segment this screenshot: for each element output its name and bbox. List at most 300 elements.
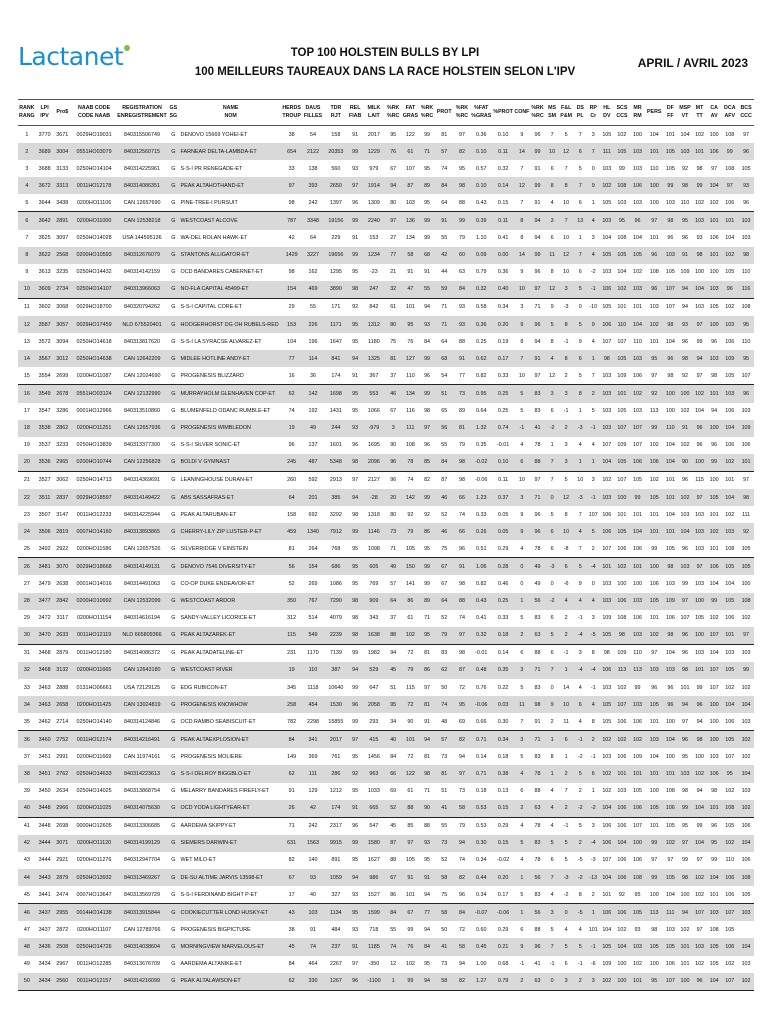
table-cell: 38 [288, 926, 295, 933]
table-cell: 94 [352, 494, 359, 501]
table-cell: 99 [352, 252, 359, 259]
table-cell: 51 [390, 684, 397, 691]
table-cell: G [167, 281, 180, 299]
table-cell: 103 [680, 511, 690, 518]
table-cell: 99 [424, 563, 431, 570]
table-cell: 91 [352, 131, 359, 138]
table-cell: 94 [424, 926, 431, 933]
column-header-line-2: TT [696, 112, 703, 119]
table-cell: 842 [369, 304, 379, 311]
table-cell: 0.15 [492, 800, 514, 818]
table-cell: G [171, 667, 176, 674]
table-cell: 4 [514, 540, 530, 558]
table-cell: 56 [441, 425, 448, 432]
table-cell: 0.18 [492, 627, 514, 645]
table-cell: 2634 [56, 788, 69, 795]
table-row [18, 523, 754, 540]
table-cell: 56 [288, 563, 295, 570]
table-cell: 5 [591, 408, 595, 415]
table-cell: 3547 [38, 408, 51, 415]
table-cell: -4 [590, 667, 596, 674]
table-cell: 840313966063 [117, 281, 167, 299]
table-cell: 1530 [329, 701, 342, 708]
table-cell: 226 [308, 321, 318, 328]
table-cell: 79 [458, 235, 465, 242]
table-cell: G [171, 235, 176, 242]
table-cell: 44 [441, 269, 448, 276]
table-cell: 269 [308, 580, 318, 587]
table-cell: 103 [602, 684, 612, 691]
table-cell: 1 [25, 131, 29, 138]
table-cell: 0.64 [475, 408, 487, 415]
table-cell: 42 [288, 235, 295, 242]
table-cell: 105 [617, 252, 627, 259]
table-cell: CAN 12657526 [117, 540, 167, 558]
table-cell: 0.29 [492, 540, 514, 558]
table-cell: 158 [287, 511, 297, 518]
table-cell: 100 [665, 390, 675, 397]
table-cell: 102 [725, 788, 735, 795]
table-cell: 0250HO14618 [76, 338, 112, 345]
table-cell: 840314149131 [124, 563, 161, 570]
table-cell: 1599 [367, 909, 380, 916]
table-cell: 3554 [36, 367, 54, 385]
table-cell: 55 [390, 926, 397, 933]
table-cell: 100 [678, 886, 693, 904]
table-cell: 3062 [56, 477, 69, 484]
column-header-line-1: DS [576, 105, 584, 111]
table-cell: 3492 [36, 540, 54, 558]
table-cell: 97 [696, 321, 703, 328]
table-cell: G [171, 874, 176, 881]
table-cell: 0200HO11087 [71, 367, 117, 385]
table-cell: 88 [530, 454, 546, 472]
table-cell: 6 [550, 235, 554, 242]
table-cell: 98 [458, 182, 465, 189]
table-cell: -4 [573, 627, 587, 645]
table-cell: 84 [288, 736, 295, 743]
table-cell: 0.41 [497, 235, 509, 242]
table-cell: 96 [678, 627, 693, 645]
table-cell: 98 [603, 355, 610, 362]
table-cell: STANTONS ALLIGATOR-ET [180, 252, 250, 259]
table-cell: 1456 [367, 753, 380, 760]
table-cell: 7 [514, 194, 530, 212]
table-row [18, 973, 754, 991]
table-cell: 105 [741, 165, 751, 172]
table-cell: 3507 [38, 511, 51, 518]
table-cell: 98 [352, 615, 359, 622]
table-cell: 840314223613 [124, 771, 161, 778]
table-cell: G [167, 540, 180, 558]
table-cell: 10640 [328, 684, 344, 691]
table-cell: 55 [441, 442, 448, 449]
table-cell: 106 [633, 182, 643, 189]
table-cell: 0.15 [497, 840, 509, 847]
table-cell: 114 [308, 355, 318, 362]
table-cell: 102 [741, 615, 751, 622]
table-cell: 0 [550, 684, 554, 691]
table-cell: 98 [707, 367, 722, 385]
table-cell: 97 [530, 281, 546, 299]
table-cell: 840314199129 [124, 840, 161, 847]
table-cell: 80 [385, 194, 402, 212]
table-cell: 0.66 [470, 713, 492, 731]
table-cell: 74 [390, 943, 397, 950]
table-cell: 81 [458, 425, 465, 432]
table-cell: 5 [564, 857, 568, 864]
table-cell: 102 [725, 252, 735, 259]
table-cell: 0250HO14025 [76, 788, 112, 795]
table-cell: 0011HO12174 [76, 736, 112, 743]
table-cell: 106 [614, 713, 630, 731]
table-cell: MURRAYHOLM GLENHAVEN COP-ET [180, 390, 276, 397]
table-cell: 62 [288, 390, 295, 397]
table-cell: G [167, 367, 180, 385]
table-cell: G [171, 615, 176, 622]
table-cell: 67 [441, 563, 448, 570]
table-cell: 109 [617, 442, 627, 449]
table-cell: 0011HO12157 [71, 973, 117, 991]
table-cell: 245 [282, 454, 302, 472]
table-cell: 102 [617, 736, 627, 743]
table-cell: 3 [591, 235, 595, 242]
table-cell: 34 [23, 701, 30, 708]
table-cell: S-S-I DELROY BIGGBLO-ET [180, 771, 251, 778]
table-cell: 46 [441, 528, 448, 535]
table-cell: 78 [534, 771, 541, 778]
table-cell: 94 [534, 218, 541, 225]
table-cell: 96 [738, 194, 754, 212]
table-cell: CAN 12789766 [123, 926, 161, 933]
table-cell: 6 [573, 194, 587, 212]
table-cell: 105 [633, 252, 643, 259]
logo-text: Lactanet [18, 42, 124, 71]
table-cell: 110 [617, 321, 627, 328]
table-cell: 103 [630, 627, 646, 645]
table-row [18, 471, 754, 489]
table-cell: 91 [530, 194, 546, 212]
table-cell: 109 [725, 355, 735, 362]
table-cell: 95 [390, 701, 397, 708]
table-cell: 963 [369, 771, 379, 778]
table-cell: 787 [287, 218, 297, 225]
table-cell: 63 [530, 973, 546, 991]
column-header-line-2: %RC [420, 112, 434, 119]
table-cell: -1 [519, 425, 525, 432]
table-cell: -8 [559, 540, 574, 558]
table-cell: 4 [545, 886, 559, 904]
table-cell: 100 [614, 973, 630, 991]
table-cell: 96 [681, 235, 688, 242]
table-cell: S-S-I PR RENEGADE-ET [180, 165, 243, 172]
column-header-line-2: LAIT [368, 112, 380, 119]
table-cell: 2 [514, 800, 530, 818]
column-header-line-2: CODE NAAB [78, 112, 111, 119]
table-cell: 99 [651, 840, 658, 847]
table-cell: 96 [696, 425, 703, 432]
table-cell: 1033 [367, 788, 380, 795]
table-cell: 718 [369, 926, 379, 933]
table-cell: 605 [369, 563, 379, 570]
table-cell: 102 [633, 736, 643, 743]
table-cell: 102 [602, 182, 612, 189]
table-cell: 84 [458, 909, 465, 916]
table-cell: 101 [617, 771, 627, 778]
table-cell: 87 [441, 477, 448, 484]
table-cell: 767 [308, 598, 318, 605]
table-cell: 93 [681, 321, 688, 328]
table-cell: 1638 [363, 627, 385, 645]
table-cell: 0.25 [497, 408, 509, 415]
table-cell: 99 [424, 218, 431, 225]
table-cell: 103 [709, 355, 719, 362]
table-cell: 72 [458, 926, 465, 933]
table-cell: 97 [651, 650, 658, 657]
table-cell: 101 [707, 540, 722, 558]
table-cell: 5 [564, 943, 568, 950]
table-cell: COOKIECUTTER LOND HUSKY-ET [180, 909, 269, 916]
table-cell: 41 [534, 961, 541, 968]
table-cell: 1340 [306, 528, 319, 535]
table-cell: 3437 [38, 909, 51, 916]
table-cell: 16 [282, 367, 302, 385]
table-cell: 0.00 [497, 252, 509, 259]
table-cell: 55 [441, 235, 448, 242]
table-cell: 2 [559, 367, 574, 385]
table-cell: 105 [617, 355, 627, 362]
table-cell: 105 [709, 961, 719, 968]
table-cell: 102 [695, 131, 705, 138]
table-cell: 72 [407, 701, 414, 708]
table-row [18, 662, 754, 679]
table-cell: 106 [630, 367, 646, 385]
table-cell: 64 [441, 338, 448, 345]
table-cell: 95 [424, 165, 431, 172]
table-cell: 840314225961 [124, 165, 161, 172]
table-cell: 102 [645, 627, 663, 645]
table-cell: 840320794262 [124, 304, 161, 311]
table-cell: 83 [534, 615, 541, 622]
table-cell: USA 72129125 [123, 684, 161, 691]
table-cell: WESTCOAST ARDOR [180, 598, 236, 605]
table-cell: 96 [681, 477, 688, 484]
table-cell: 3286 [56, 408, 69, 415]
table-cell: 0.41 [475, 615, 487, 622]
table-cell: 107 [633, 425, 643, 432]
table-row [18, 886, 754, 904]
table-cell: -1 [590, 425, 596, 432]
table-cell: 100 [617, 580, 627, 587]
table-cell: 102 [617, 684, 627, 691]
table-cell: CAN 12256828 [117, 454, 167, 472]
table-cell: 96 [692, 973, 707, 991]
table-cell: 98 [347, 454, 363, 472]
table-cell: 196 [308, 338, 318, 345]
table-cell: 3292 [329, 511, 342, 518]
table-cell: 45 [390, 667, 397, 674]
table-cell: 6 [578, 701, 582, 708]
table-cell: CAN 12657936 [123, 425, 161, 432]
table-cell: 0200HO11025 [71, 800, 117, 818]
table-cell: 0250HO14107 [71, 281, 117, 299]
table-row [18, 160, 754, 177]
table-cell: 3549 [38, 390, 51, 397]
table-cell: 52 [385, 800, 402, 818]
table-cell: 99 [696, 338, 703, 345]
table-cell: 840314216491 [124, 736, 161, 743]
table-cell: 66 [458, 494, 465, 501]
table-row [18, 540, 754, 558]
table-cell: 91 [407, 874, 414, 881]
table-cell: 3451 [38, 753, 51, 760]
table-cell: 109 [665, 598, 675, 605]
table-cell: 103 [649, 304, 659, 311]
table-cell: -28 [370, 494, 378, 501]
table-cell: 97 [288, 182, 295, 189]
table-cell: OCD YODA LIGHTYEAR-ET [180, 800, 282, 818]
table-cell: 0.34 [475, 857, 487, 864]
table-cell: 4 [564, 598, 568, 605]
table-cell: 6 [564, 563, 568, 570]
table-cell: -1 [519, 961, 525, 968]
column-header-line-1: PROT [436, 108, 452, 115]
table-cell: 7 [578, 252, 582, 259]
table-cell: 110 [633, 650, 642, 657]
table-cell: 7 [591, 148, 595, 155]
table-cell: 0.22 [497, 684, 509, 691]
table-cell: 2568 [56, 252, 69, 259]
table-cell: 1229 [367, 148, 380, 155]
table-cell: 105 [725, 736, 735, 743]
table-cell: 100 [695, 598, 705, 605]
table-cell: 142 [308, 390, 318, 397]
table-cell: 6 [520, 650, 524, 657]
table-cell: 101 [725, 477, 735, 484]
table-cell: 7 [578, 511, 582, 518]
table-cell: 840313893865 [124, 528, 161, 535]
table-cell: 7139 [329, 650, 342, 657]
table-cell: 104 [287, 338, 297, 345]
table-cell: 98 [424, 771, 431, 778]
table-cell: 91 [352, 943, 359, 950]
table-cell: 95 [352, 408, 359, 415]
table-cell: 90 [678, 454, 693, 472]
table-cell: 24 [23, 528, 30, 535]
table-cell: 840314491063 [124, 580, 161, 587]
table-cell: 103 [665, 580, 675, 587]
table-cell: 5 [564, 131, 568, 138]
table-row [18, 506, 754, 523]
table-cell: 3622 [38, 252, 51, 259]
table-cell: 0.45 [475, 943, 487, 950]
table-cell: 74 [441, 701, 448, 708]
table-cell: 105 [721, 367, 738, 385]
table-cell: 1580 [367, 840, 380, 847]
table-cell: 104 [602, 926, 612, 933]
table-cell: 41 [534, 425, 541, 432]
table-row [18, 126, 754, 144]
table-cell: 0.14 [497, 182, 509, 189]
table-cell: 106 [602, 667, 612, 674]
table-cell: 95 [352, 269, 359, 276]
table-cell: 4 [578, 926, 582, 933]
table-cell: 8 [564, 321, 568, 328]
table-cell: 45 [390, 823, 397, 830]
table-cell: 6 [550, 408, 554, 415]
table-cell: 102 [617, 926, 627, 933]
column-header-line-1: RP [589, 105, 597, 111]
table-cell: 97 [667, 857, 674, 864]
table-cell: 49 [534, 563, 541, 570]
table-cell: 97 [651, 218, 658, 225]
table-cell: PROGENESIS BIGPICTURE [180, 926, 251, 933]
table-cell: 102 [725, 840, 735, 847]
table-cell: 841 [331, 355, 341, 362]
table-cell: 553 [369, 390, 379, 397]
table-cell: 105 [402, 540, 420, 558]
table-cell: 58 [407, 252, 414, 259]
column-header-line-1: %PROT [493, 108, 513, 115]
table-cell: 0.10 [475, 148, 487, 155]
table-cell: 68 [424, 252, 431, 259]
table-cell: 101 [738, 454, 754, 472]
table-cell: 107 [617, 425, 627, 432]
table-row [18, 316, 754, 333]
table-cell: 102 [721, 454, 738, 472]
table-cell: 0011HO12233 [76, 511, 112, 518]
table-cell: 81 [441, 131, 448, 138]
table-row [18, 281, 754, 299]
table-cell: 101 [665, 494, 675, 501]
table-cell: 81 [390, 355, 397, 362]
table-cell: 102 [725, 511, 735, 518]
table-cell: 92 [614, 886, 630, 904]
table-cell: 4 [591, 252, 595, 259]
table-cell: 36 [23, 736, 30, 743]
column-header-line-1: HERDS [282, 105, 301, 111]
table-cell: G [171, 788, 176, 795]
table-cell: 99 [645, 540, 663, 558]
table-cell: 2658 [56, 701, 69, 708]
table-cell: 103 [709, 753, 719, 760]
table-cell: 110 [308, 667, 318, 674]
table-cell: 103 [692, 540, 707, 558]
table-cell: 154 [308, 563, 318, 570]
table-cell: 99 [534, 252, 541, 259]
table-cell: 108 [633, 874, 643, 881]
table-cell: 0029HO18700 [76, 304, 112, 311]
table-cell: 88 [424, 823, 431, 830]
table-cell: 0.35 [475, 442, 487, 449]
table-cell: 840315506749 [124, 131, 161, 138]
table-cell: 83 [534, 753, 541, 760]
table-row [18, 852, 754, 869]
table-cell: 106 [741, 442, 751, 449]
table-cell: 27 [23, 580, 30, 587]
table-cell: 3233 [56, 442, 69, 449]
table-cell: 2 [564, 615, 568, 622]
table-cell: -1 [577, 736, 583, 743]
table-cell: 105 [725, 823, 735, 830]
table-cell: 2058 [367, 701, 380, 708]
table-cell: 105 [665, 874, 675, 881]
table-cell: 115 [282, 627, 302, 645]
table-cell: 83 [534, 840, 541, 847]
table-row [18, 143, 754, 160]
table-cell: OCD BANDARES CABERNET-ET [180, 269, 263, 276]
table-cell: 10 [563, 269, 570, 276]
